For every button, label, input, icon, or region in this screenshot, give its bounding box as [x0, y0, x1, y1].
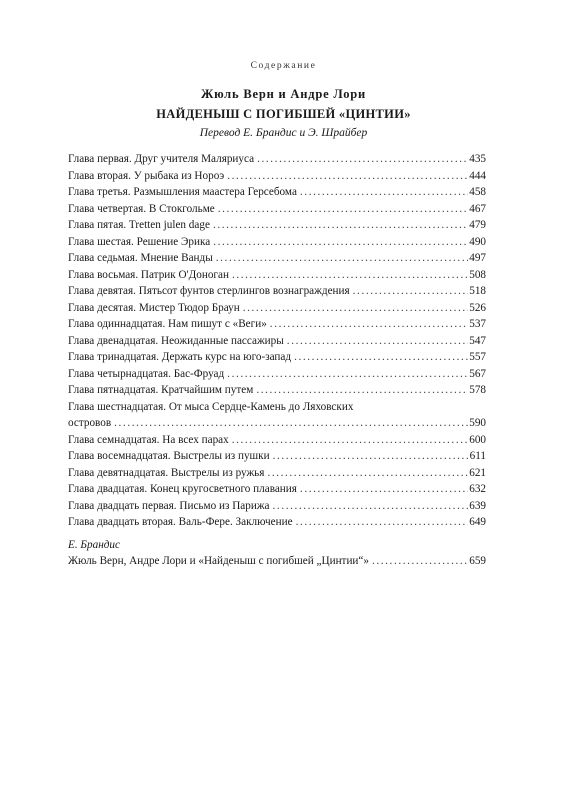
dot-leader	[270, 316, 468, 333]
page-number: 490	[469, 235, 486, 248]
page-number: 537	[469, 318, 486, 330]
dot-leader	[273, 498, 469, 515]
toc-entry	[68, 514, 486, 531]
chapter-title: Глава двадцать первая. Письмо из Парижа	[68, 499, 270, 512]
page-number: 557	[469, 351, 486, 363]
page-number: 497	[469, 252, 486, 264]
page-number: 518	[469, 285, 486, 297]
page-number: 547	[469, 334, 486, 347]
toc-entry	[68, 382, 486, 399]
page-number: 435	[469, 153, 486, 165]
dot-leader	[372, 553, 468, 570]
toc-entry	[68, 201, 486, 218]
dot-leader	[213, 234, 468, 251]
chapter-title: Глава восьмая. Патрик О'Доноган	[68, 268, 229, 281]
dot-leader	[218, 201, 468, 218]
chapter-title: Глава пятнадцатая. Кратчайшим путем	[68, 384, 254, 396]
running-head: Содержание	[250, 61, 317, 71]
page-number: 590	[469, 417, 486, 429]
dot-leader	[257, 151, 468, 168]
toc-entry	[68, 300, 486, 317]
toc-entry	[68, 448, 486, 465]
chapter-title: Глава девятнадцатая. Выстрелы из ружья	[68, 466, 265, 479]
page-number: 526	[469, 301, 486, 314]
dot-leader	[232, 432, 468, 449]
toc-entry	[68, 267, 486, 284]
chapter-title: Глава тринадцатая. Держать курс на юго-запад	[68, 351, 292, 363]
dot-leader	[294, 349, 468, 366]
toc-entry	[68, 366, 486, 383]
toc-entry	[68, 399, 486, 432]
dot-leader	[300, 481, 468, 498]
chapter-title: Глава семнадцатая. На всех парах	[68, 433, 229, 446]
dot-leader	[256, 382, 468, 399]
chapter-title: Глава одиннадцатая. Нам пишут с «Веги»	[68, 318, 267, 330]
toc-entry	[68, 465, 486, 482]
chapter-title: Глава десятая. Мистер Тюдор Браун	[68, 301, 240, 314]
dot-leader	[213, 217, 468, 234]
chapter-title: Глава шестнадцатая. От мыса Сердце-Камень до Ляховских	[68, 400, 354, 413]
dot-leader	[216, 250, 468, 267]
toc-entry	[68, 234, 486, 251]
chapter-title: Глава первая. Друг учителя Маляриуса	[68, 153, 255, 165]
page-number: 600	[469, 433, 486, 446]
toc-entry	[68, 168, 486, 185]
page-number: 467	[469, 202, 486, 215]
page-number: 458	[469, 186, 486, 198]
page-number: 632	[469, 483, 486, 495]
page-number: 621	[469, 466, 486, 479]
chapter-title: Глава пятая. Tretten julen dage	[68, 219, 210, 231]
chapter-title: Глава вторая. У рыбака из Нороэ	[68, 169, 225, 182]
chapter-title: Глава восемнадцатая. Выстрелы из пушки	[68, 450, 270, 462]
essay-entry	[68, 553, 486, 570]
toc-entry	[68, 349, 486, 366]
page-number: 659	[469, 555, 486, 567]
toc-entry	[68, 184, 486, 201]
dot-leader	[243, 300, 468, 317]
table-of-contents	[68, 151, 486, 531]
toc-entry	[68, 432, 486, 449]
page-number: 578	[469, 384, 486, 396]
page-number: 567	[469, 367, 486, 380]
chapter-title: Глава шестая. Решение Эрика	[68, 235, 211, 248]
dot-leader	[227, 366, 468, 383]
toc-entry	[68, 151, 486, 168]
toc-entry	[68, 553, 486, 570]
page-number: 508	[469, 268, 486, 281]
dot-leader	[232, 267, 468, 284]
translators-line: Перевод Е. Брандис и Э. Шрайбер	[199, 127, 368, 139]
book-title: НАЙДЕНЫШ С ПОГИБШЕЙ «ЦИНТИИ»	[156, 107, 411, 121]
essay-title: Жюль Верн, Андре Лори и «Найденыш с погибшей „Цинтии“»	[68, 555, 369, 567]
chapter-title: Глава двадцатая. Конец кругосветного плавания	[68, 483, 297, 495]
chapter-title: Глава двадцать вторая. Валь-Фере. Заключение	[68, 516, 293, 528]
dot-leader	[353, 283, 469, 300]
dot-leader	[114, 415, 468, 432]
toc-entry	[68, 498, 486, 515]
toc-entry	[68, 481, 486, 498]
essay-author: Е. Брандис	[68, 539, 120, 551]
authors-heading: Жюль Верн и Андре Лори	[200, 87, 367, 101]
toc-entry	[68, 217, 486, 234]
dot-leader	[273, 448, 469, 465]
page-number: 479	[469, 219, 486, 231]
toc-entry	[68, 316, 486, 333]
chapter-title: Глава девятая. Пятьсот фунтов стерлингов вознаграждения	[68, 285, 350, 297]
chapter-title: Глава седьмая. Мнение Ванды	[68, 252, 213, 264]
page-number: 649	[469, 516, 486, 528]
dot-leader	[227, 168, 468, 185]
dot-leader	[267, 465, 468, 482]
page-number: 444	[469, 169, 486, 182]
page-number: 611	[469, 450, 486, 462]
page-number: 639	[469, 499, 486, 512]
chapter-title: Глава четвертая. В Стокгольме	[68, 202, 215, 215]
dot-leader	[300, 184, 468, 201]
chapter-title-continuation: островов	[68, 417, 112, 429]
toc-entry	[68, 250, 486, 267]
chapter-title: Глава четырнадцатая. Бас-Фруад	[68, 367, 225, 380]
toc-entry	[68, 283, 486, 300]
chapter-title: Глава третья. Размышления маастера Герсебома	[68, 186, 297, 198]
dot-leader	[296, 514, 469, 531]
toc-entry	[68, 333, 486, 350]
dot-leader	[287, 333, 468, 350]
chapter-title: Глава двенадцатая. Неожиданные пассажиры	[68, 334, 284, 347]
